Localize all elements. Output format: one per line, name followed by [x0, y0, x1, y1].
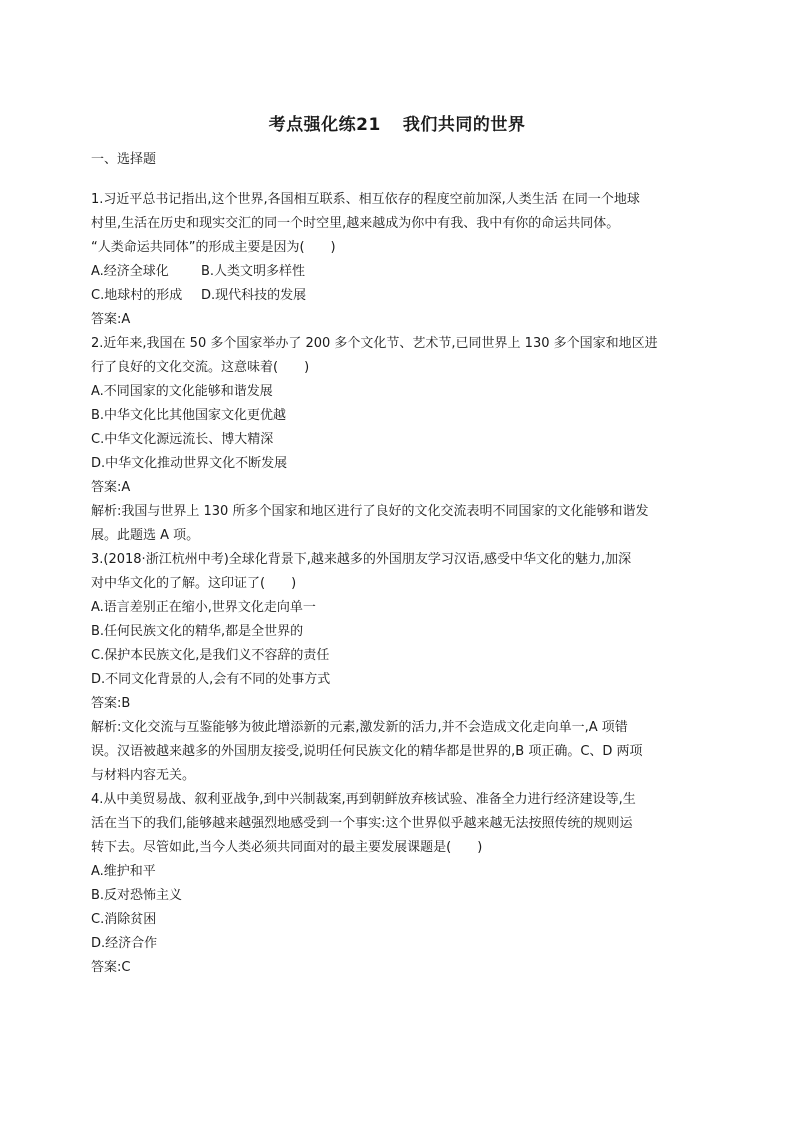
option-c: C.地球村的形成: [91, 288, 183, 303]
answer: 答案:B: [91, 696, 131, 711]
question-2: [91, 332, 703, 548]
option-d: D.现代科技的发展: [201, 288, 307, 303]
answer: 答案:C: [91, 960, 131, 975]
question-stem-line: 1.习近平总书记指出,这个世界,各国相互联系、相互依存的程度空前加深,人类生活 在同一个地球: [91, 192, 640, 207]
question-stem-line: 对中华文化的了解。这印证了( ): [91, 576, 297, 591]
question-stem-line: 村里,生活在历史和现实交汇的同一个时空里,越来越成为你中有我、我中有你的命运共同体。: [91, 216, 620, 231]
title-sub: 我们共同的世界: [402, 115, 526, 135]
option-c: C.消除贫困: [91, 912, 157, 927]
option-row: [91, 260, 703, 284]
analysis-line: 解析:文化交流与互鉴能够为彼此增添新的元素,激发新的活力,并不会造成文化走向单一,A 项错: [91, 720, 628, 735]
question-stem-line: 3.(2018·浙江杭州中考)全球化背景下,越来越多的外国朋友学习汉语,感受中华文化的魅力,加深: [91, 552, 632, 567]
page-title: [91, 110, 703, 135]
question-1: [91, 188, 703, 332]
question-stem-line: 活在当下的我们,能够越来越强烈地感受到一个事实:这个世界似乎越来越无法按照传统的规则运: [91, 816, 633, 831]
question-stem-line: 行了良好的文化交流。这意味着( ): [91, 360, 310, 375]
answer: 答案:A: [91, 480, 131, 495]
option-b: B.任何民族文化的精华,都是全世界的: [91, 624, 304, 639]
document-page: [91, 0, 703, 1123]
section-heading: 一、选择题: [91, 152, 157, 167]
analysis-line: 解析:我国与世界上 130 所多个国家和地区进行了良好的文化交流表明不同国家的文化能够和谐发: [91, 504, 649, 519]
option-c: C.中华文化源远流长、博大精深: [91, 432, 274, 447]
question-4: [91, 788, 703, 980]
question-stem-line: “人类命运共同体”的形成主要是因为( ): [91, 240, 336, 255]
analysis-line: 误。汉语被越来越多的外国朋友接受,说明任何民族文化的精华都是世界的,B 项正确。C、D 两项: [91, 744, 643, 759]
option-b: B.中华文化比其他国家文化更优越: [91, 408, 287, 423]
question-stem-line: 转下去。尽管如此,当今人类必须共同面对的最主要发展课题是( ): [91, 840, 483, 855]
option-row: [91, 284, 703, 308]
analysis-line: 展。此题选 A 项。: [91, 528, 200, 543]
title-main: 考点强化练21: [268, 115, 381, 135]
option-a: A.维护和平: [91, 864, 156, 879]
option-d: D.经济合作: [91, 936, 158, 951]
option-a: A.不同国家的文化能够和谐发展: [91, 384, 273, 399]
option-b: B.人类文明多样性: [201, 264, 306, 279]
option-a: A.经济全球化: [91, 264, 169, 279]
analysis-line: 与材料内容无关。: [91, 768, 196, 783]
option-d: D.不同文化背景的人,会有不同的处事方式: [91, 672, 331, 687]
question-stem-line: 4.从中美贸易战、叙利亚战争,到中兴制裁案,再到朝鲜放弃核试验、准备全力进行经济建设等,生: [91, 792, 636, 807]
option-c: C.保护本民族文化,是我们义不容辞的责任: [91, 648, 330, 663]
option-d: D.中华文化推动世界文化不断发展: [91, 456, 288, 471]
question-list: [91, 188, 703, 980]
question-3: [91, 548, 703, 788]
question-stem-line: 2.近年来,我国在 50 多个国家举办了 200 多个文化节、艺术节,已同世界上 130 多个国家和地区进: [91, 336, 658, 351]
option-a: A.语言差别正在缩小,世界文化走向单一: [91, 600, 316, 615]
option-b: B.反对恐怖主义: [91, 888, 183, 903]
answer: 答案:A: [91, 312, 131, 327]
